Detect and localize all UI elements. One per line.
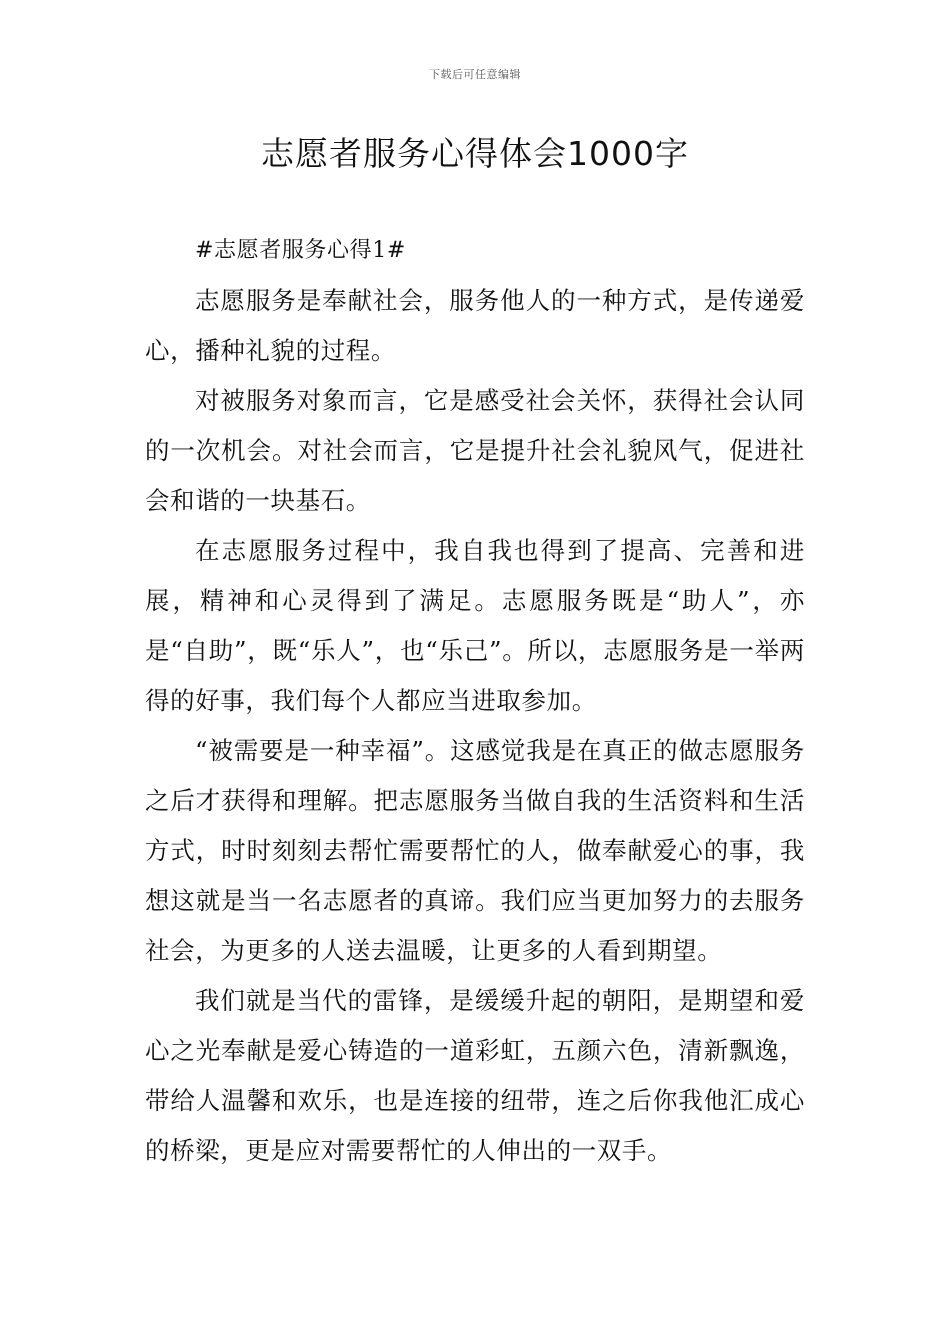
paragraph-2: 对被服务对象而言，它是感受社会关怀，获得社会认同的一次机会。对社会而言，它是提升社会礼貌风气，促进社会和谐的一块基石。 [145, 386, 805, 515]
header-note: 下载后可任意编辑 [429, 68, 521, 81]
paragraph-3: 在志愿服务过程中，我自我也得到了提高、完善和进展，精神和心灵得到了满足。志愿服务既是“助人”，亦是“自助”，既“乐人”，也“乐己”。所以，志愿服务是一举两得的好事，我们每个人都应当进取参加。 [145, 536, 805, 715]
paragraph-5: 我们就是当代的雷锋，是缓缓升起的朝阳，是期望和爱心之光奉献是爱心铸造的一道彩虹，五颜六色，清新飘逸，带给人温馨和欢乐，也是连接的纽带，连之后你我他汇成心的桥梁，更是应对需要帮忙的人伸出的一双手。 [145, 986, 805, 1165]
document-title: 志愿者服务心得体会1000字 [261, 134, 689, 173]
document-body [145, 226, 805, 1176]
paragraph-4: “被需要是一种幸福”。这感觉我是在真正的做志愿服务之后才获得和理解。把志愿服务当做自我的生活资料和生活方式，时时刻刻去帮忙需要帮忙的人，做奉献爱心的事，我想这就是当一名志愿者的真谛。我们应当更加努力的去服务社会，为更多的人送去温暖，让更多的人看到期望。 [145, 736, 805, 965]
section-heading: #志愿者服务心得1# [195, 238, 406, 263]
paragraph-1: 志愿服务是奉献社会，服务他人的一种方式，是传递爱心，播种礼貌的过程。 [145, 286, 805, 365]
